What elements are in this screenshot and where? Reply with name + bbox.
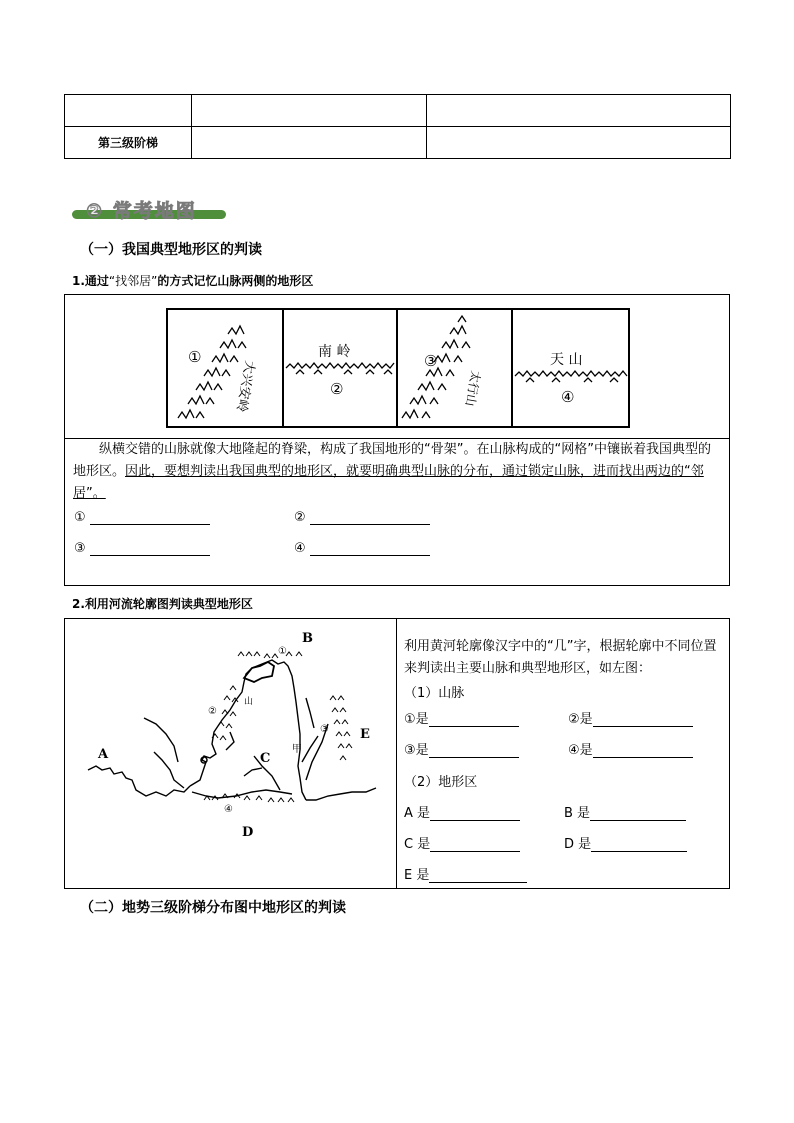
- answer-blank-1: [74, 510, 210, 525]
- mountain-3-line[interactable]: [429, 743, 519, 758]
- mountain-1-fill: [404, 708, 519, 727]
- sub1-suffix: 的方式记忆山脉两侧的地形区: [157, 274, 314, 288]
- sub1-quote: “找邻居”: [108, 274, 158, 288]
- map-label-2: ②: [208, 706, 217, 717]
- region-B-fill: [564, 802, 686, 821]
- panel1-number: ①: [188, 348, 202, 366]
- blank-2-line[interactable]: [310, 510, 430, 525]
- region-C-fill: [404, 833, 520, 852]
- river-intro: 利用黄河轮廓像汉字中的“几”字，根据轮廓中不同位置来判读出主要山脉和典型地形区，如左图：: [404, 639, 717, 676]
- paragraph-part2: 因此，要想判读出我国典型的地形区，就要明确典型山脉的分布，通过锁定山脉，进而找出两边的“邻居”。: [73, 464, 704, 501]
- mountain-4-line[interactable]: [593, 743, 693, 758]
- region-C-label: C 是: [404, 837, 431, 852]
- mountain-4-fill: [568, 739, 693, 758]
- region-B-label: B 是: [564, 806, 591, 821]
- map-label-D: D: [242, 825, 254, 840]
- panel2-mountain-label: 南 岭: [318, 344, 351, 360]
- sub1-prefix: 1.通过: [72, 274, 109, 288]
- table-cell: [427, 95, 731, 127]
- section2-heading: （二）地势三级阶梯分布图中地形区的判读: [80, 900, 346, 916]
- region-A-line[interactable]: [430, 806, 520, 821]
- table-cell: 第三级阶梯: [65, 127, 192, 159]
- panel3-mountain-label: 太行山: [462, 369, 483, 408]
- mountain-4-label: ④是: [568, 743, 593, 758]
- mountain-2-label: ②是: [568, 712, 593, 727]
- map-label-1: ①: [278, 646, 287, 657]
- section-banner: [72, 197, 226, 223]
- blank-4-number: ④: [294, 541, 306, 556]
- blank-3-number: ③: [74, 541, 86, 556]
- yellow-river-map: [66, 620, 394, 886]
- blank-3-line[interactable]: [90, 541, 210, 556]
- blank-1-number: ①: [74, 510, 86, 525]
- map-label-E: E: [360, 727, 370, 742]
- panel2-number: ②: [330, 380, 344, 398]
- table-cell: [65, 95, 192, 127]
- regions-heading: （2）地形区: [404, 775, 478, 790]
- map-label-A: A: [98, 747, 109, 762]
- terrain-steps-table: [64, 94, 731, 159]
- region-A-fill: [404, 802, 520, 821]
- answer-blank-3: [74, 541, 210, 556]
- paragraph-part1: 纵横交错的山脉就像大地隆起的脊梁，构成了我国地形的“骨架”。在山脉构成的“网格”中镶嵌着我国典型的地形区。: [73, 442, 711, 479]
- panel4-number: ④: [561, 388, 575, 406]
- mountain-2-line[interactable]: [593, 712, 693, 727]
- table-cell: [427, 127, 731, 159]
- region-A-label: A 是: [404, 806, 431, 821]
- table-row: [65, 95, 731, 127]
- region-C-line[interactable]: [430, 837, 520, 852]
- map-label-4: ④: [224, 804, 233, 815]
- region-D-label: D 是: [564, 837, 592, 852]
- river-box-divider: [396, 618, 397, 889]
- map-label-jia: 甲: [292, 744, 302, 755]
- mountain-1-label: ①是: [404, 712, 429, 727]
- ridge-2: [286, 363, 394, 374]
- mountain-panels: [166, 308, 630, 428]
- section1-heading: （一）我国典型地形区的判读: [80, 242, 262, 258]
- mountain-symbols: [204, 652, 352, 802]
- mountain-3-label: ③是: [404, 743, 429, 758]
- region-B-line[interactable]: [590, 806, 686, 821]
- table-cell: [192, 127, 427, 159]
- blank-4-line[interactable]: [310, 541, 430, 556]
- region-E-label: E 是: [404, 868, 430, 883]
- blank-2-number: ②: [294, 510, 306, 525]
- banner-title: ② 常考地图: [86, 200, 197, 222]
- answer-blank-2: [294, 510, 430, 525]
- river-course: [88, 660, 376, 800]
- panel4-mountain-label: 天 山: [550, 352, 583, 368]
- table-row: [65, 127, 731, 159]
- ridge-4: [515, 371, 627, 382]
- map-label-B: B: [302, 631, 313, 646]
- mountain-2-fill: [568, 708, 693, 727]
- panel1-mountain-label: 大兴安岭: [233, 359, 257, 414]
- mountain-3-fill: [404, 739, 519, 758]
- blank-1-line[interactable]: [90, 510, 210, 525]
- mountains-heading: （1）山脉: [404, 686, 465, 701]
- mountain-1-line[interactable]: [429, 712, 519, 727]
- table-cell: [192, 95, 427, 127]
- region-E-fill: [404, 864, 527, 883]
- explanation-paragraph: [73, 439, 723, 505]
- region-E-line[interactable]: [429, 868, 527, 883]
- panel3-number: ③: [424, 352, 438, 370]
- region-D-line[interactable]: [591, 837, 687, 852]
- sub2-heading: 2.利用河流轮廓图判读典型地形区: [72, 597, 253, 611]
- map-label-shan: 山: [244, 697, 254, 707]
- map-label-3: ③: [320, 724, 329, 735]
- sub1-heading: [72, 272, 313, 289]
- answer-blank-4: [294, 541, 430, 556]
- map-label-C: C: [260, 751, 271, 766]
- region-D-fill: [564, 833, 687, 852]
